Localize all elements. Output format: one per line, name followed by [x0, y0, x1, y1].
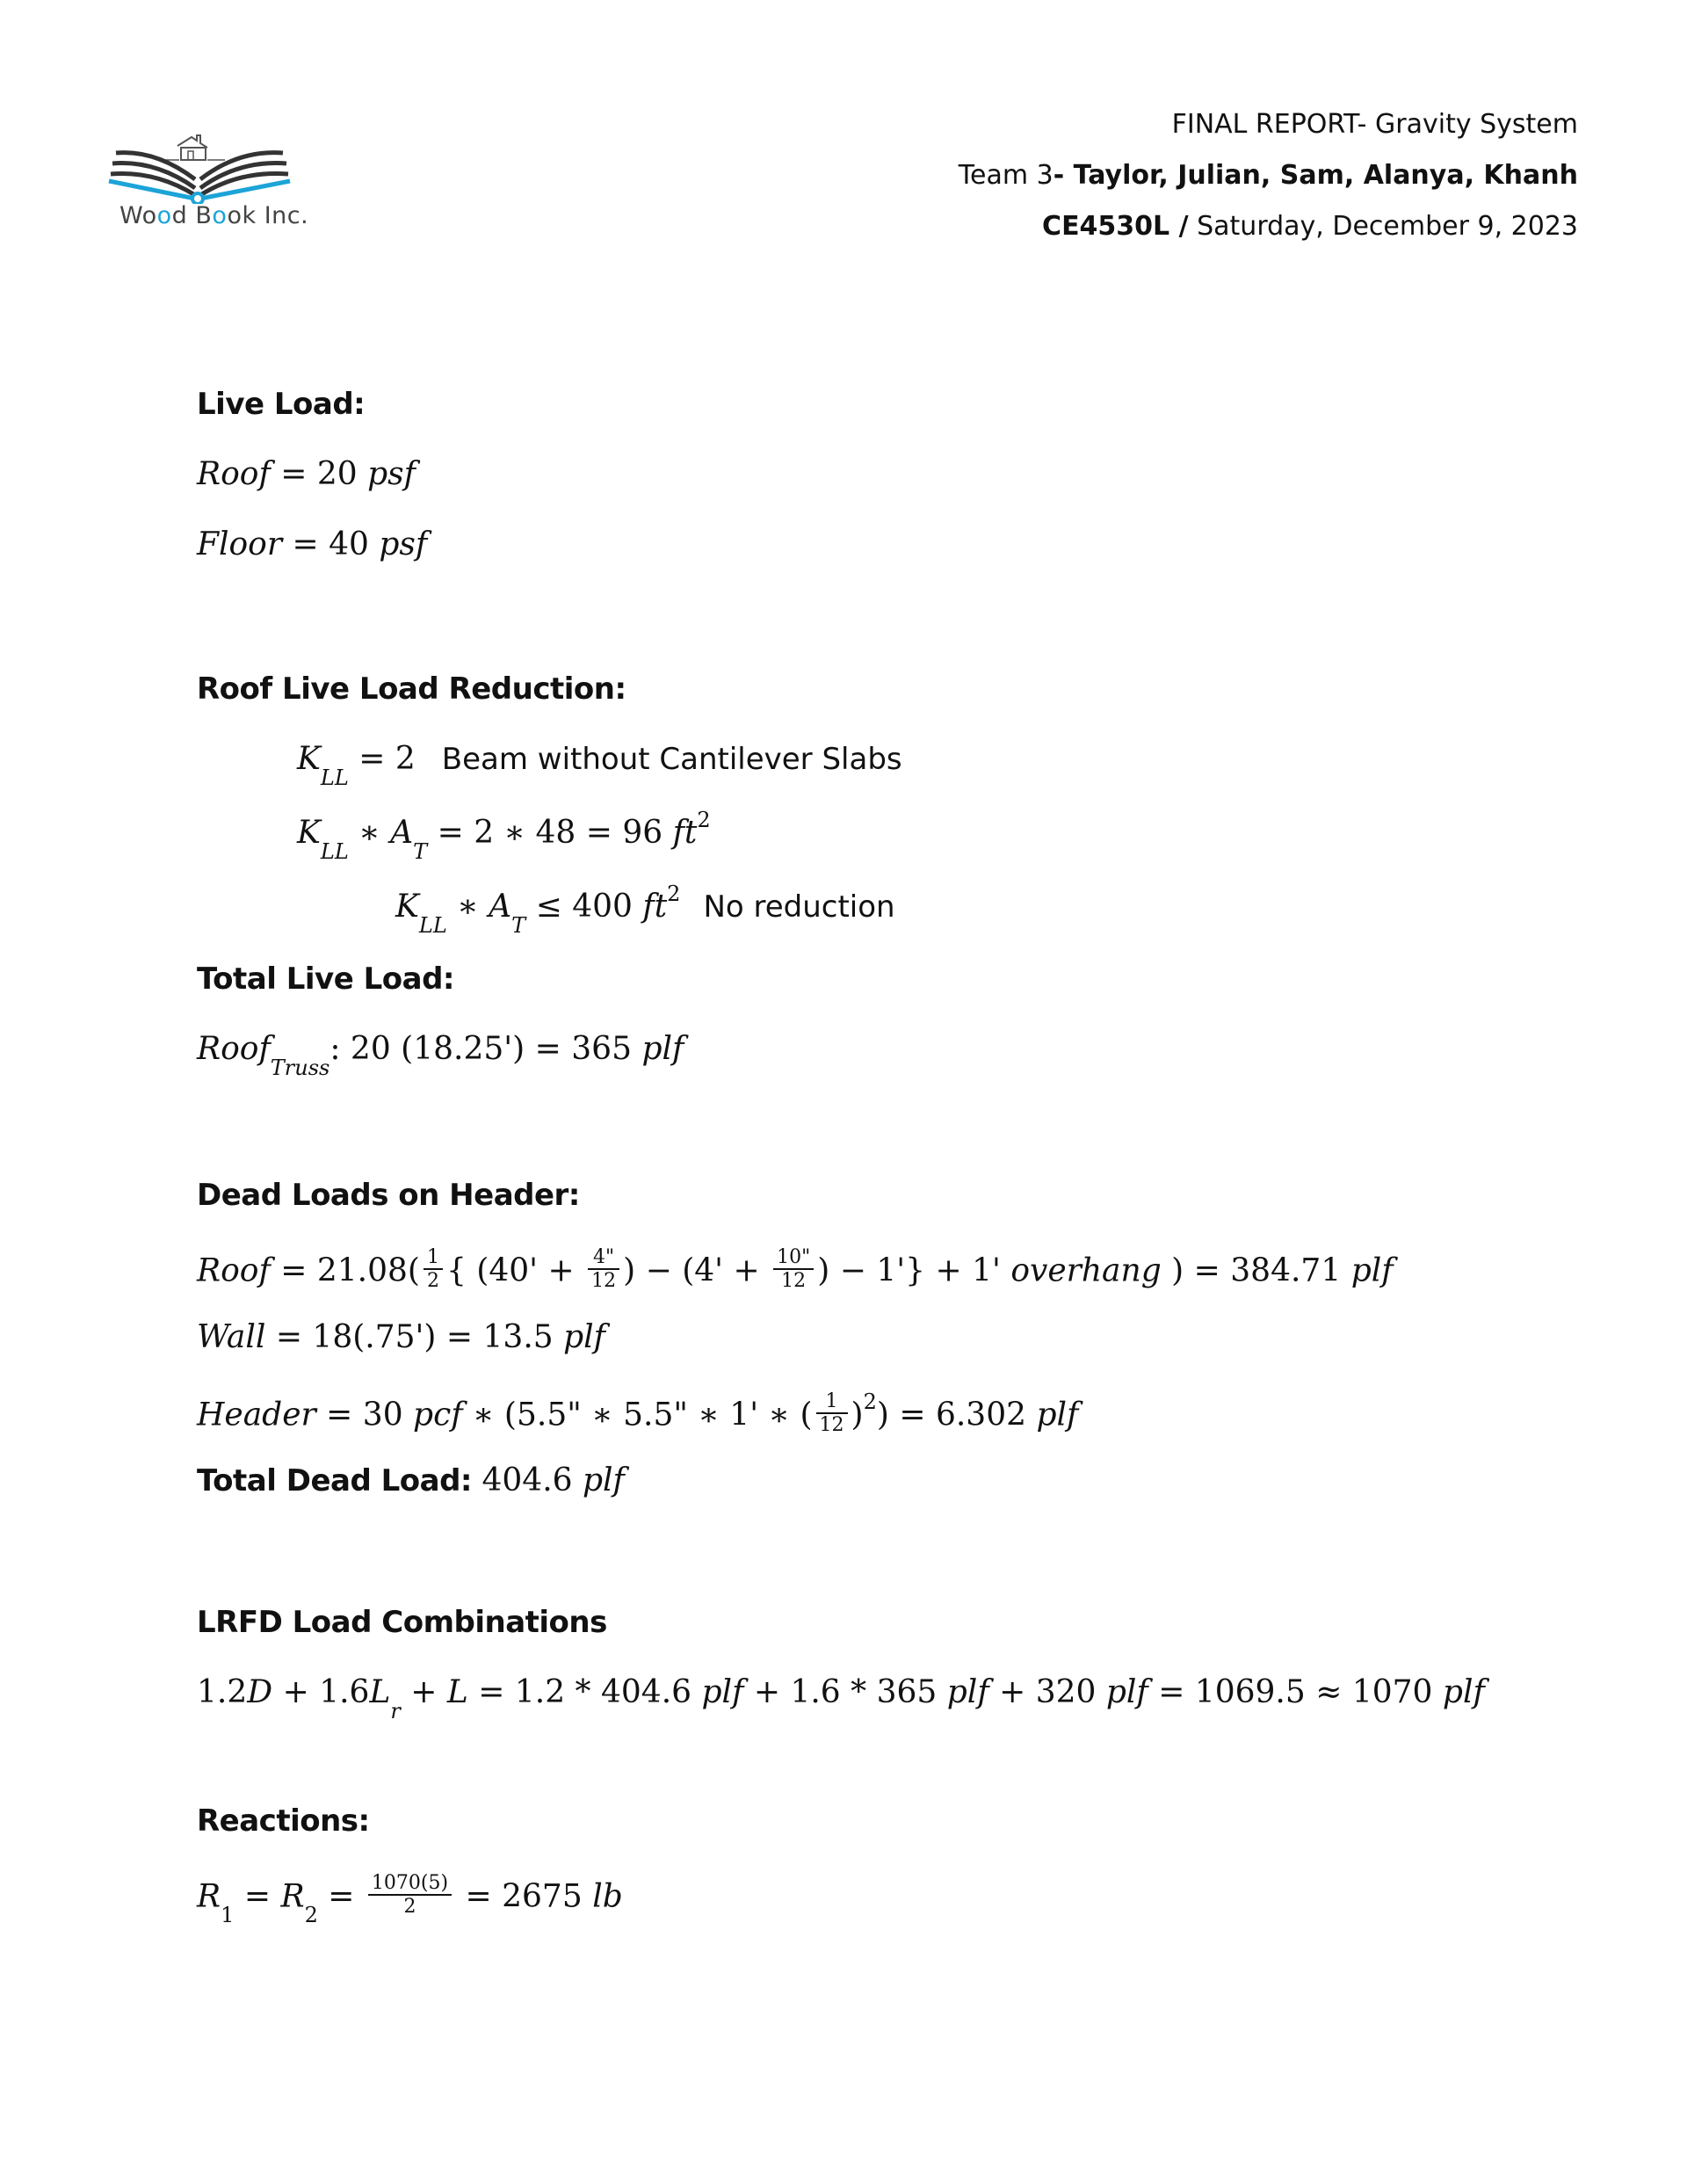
team-line: Team 3- Taylor, Julian, Sam, Alanya, Khanh — [958, 160, 1578, 191]
floor-live-load-equation: Floor = 40 psf — [197, 526, 428, 562]
total-dead-load-line: Total Dead Load: 404.6 plf — [197, 1462, 625, 1498]
roof-live-load-reduction-heading: Roof Live Load Reduction: — [197, 671, 626, 707]
live-load-heading: Live Load: — [197, 387, 366, 422]
kll-equation: $K_{LL} = 2$ Beam without Cantilever Slabs — [297, 741, 902, 790]
report-title: FINAL REPORT- Gravity System — [1171, 109, 1578, 140]
course-date-line: CE4530L / Saturday, December 9, 2023 — [1042, 211, 1578, 242]
reduction-check-equation: $K_{LL}$ ∗ $A_T \le 400$ $ft^2$ No reduction — [395, 882, 895, 938]
total-live-load-heading: Total Live Load: — [197, 961, 455, 997]
header-dead-load-equation: Header = 30 pcf ∗ (5.5" ∗ 5.5" ∗ 1' ∗ ( $\frac{1}{12}$ )$^2$) = 6.302 plf — [197, 1389, 1079, 1437]
reactions-equation: $R_1 = R_2$ = $\frac{1070(5)}{2}$ = 2675 lb — [197, 1872, 623, 1928]
roof-dead-load-equation: Roof = 21.08( $\frac{1}{2}$ { (40' + $\frac{4"}{12}$ ) − (4' + $\frac{10"}{12}$ ) − 1'} + 1' overhang ) = 384.71 plf — [197, 1246, 1394, 1293]
open-book-logo-icon — [107, 107, 293, 204]
company-logo — [107, 107, 309, 239]
kll-at-equation: $K_{LL}$ ∗ $A_T = 2$ ∗ 48 = 96 $ft^2$ — [297, 808, 711, 864]
fraction-4in-12: $\frac{4"}{12}$ — [588, 1246, 619, 1293]
fraction-1-12: $\frac{1}{12}$ — [816, 1390, 848, 1437]
fraction-10in-12: $\frac{10"}{12}$ — [773, 1246, 814, 1293]
logo-wordmark: Wood Book Inc. — [119, 202, 309, 229]
fraction-reaction: $\frac{1070(5)}{2}$ — [368, 1872, 452, 1919]
dead-loads-heading: Dead Loads on Header: — [197, 1178, 580, 1213]
wall-dead-load-equation: Wall = 18(.75') = 13.5 plf — [197, 1319, 606, 1355]
roof-live-load-equation: Roof = 20 psf — [197, 456, 416, 492]
lrfd-heading: LRFD Load Combinations — [197, 1605, 607, 1640]
reactions-heading: Reactions: — [197, 1803, 370, 1839]
roof-truss-equation: Roof$_{Truss}$: 20 (18.25') = 365 plf — [197, 1031, 684, 1080]
lrfd-combination-equation: $1.2D + 1.6L_r + L = 1.2 * 404.6$ plf + 1.6 * 365 plf + 320 plf = 1069.5 ≈ 1070 plf — [197, 1674, 1485, 1723]
fraction-one-half: $\frac{1}{2}$ — [424, 1246, 443, 1293]
